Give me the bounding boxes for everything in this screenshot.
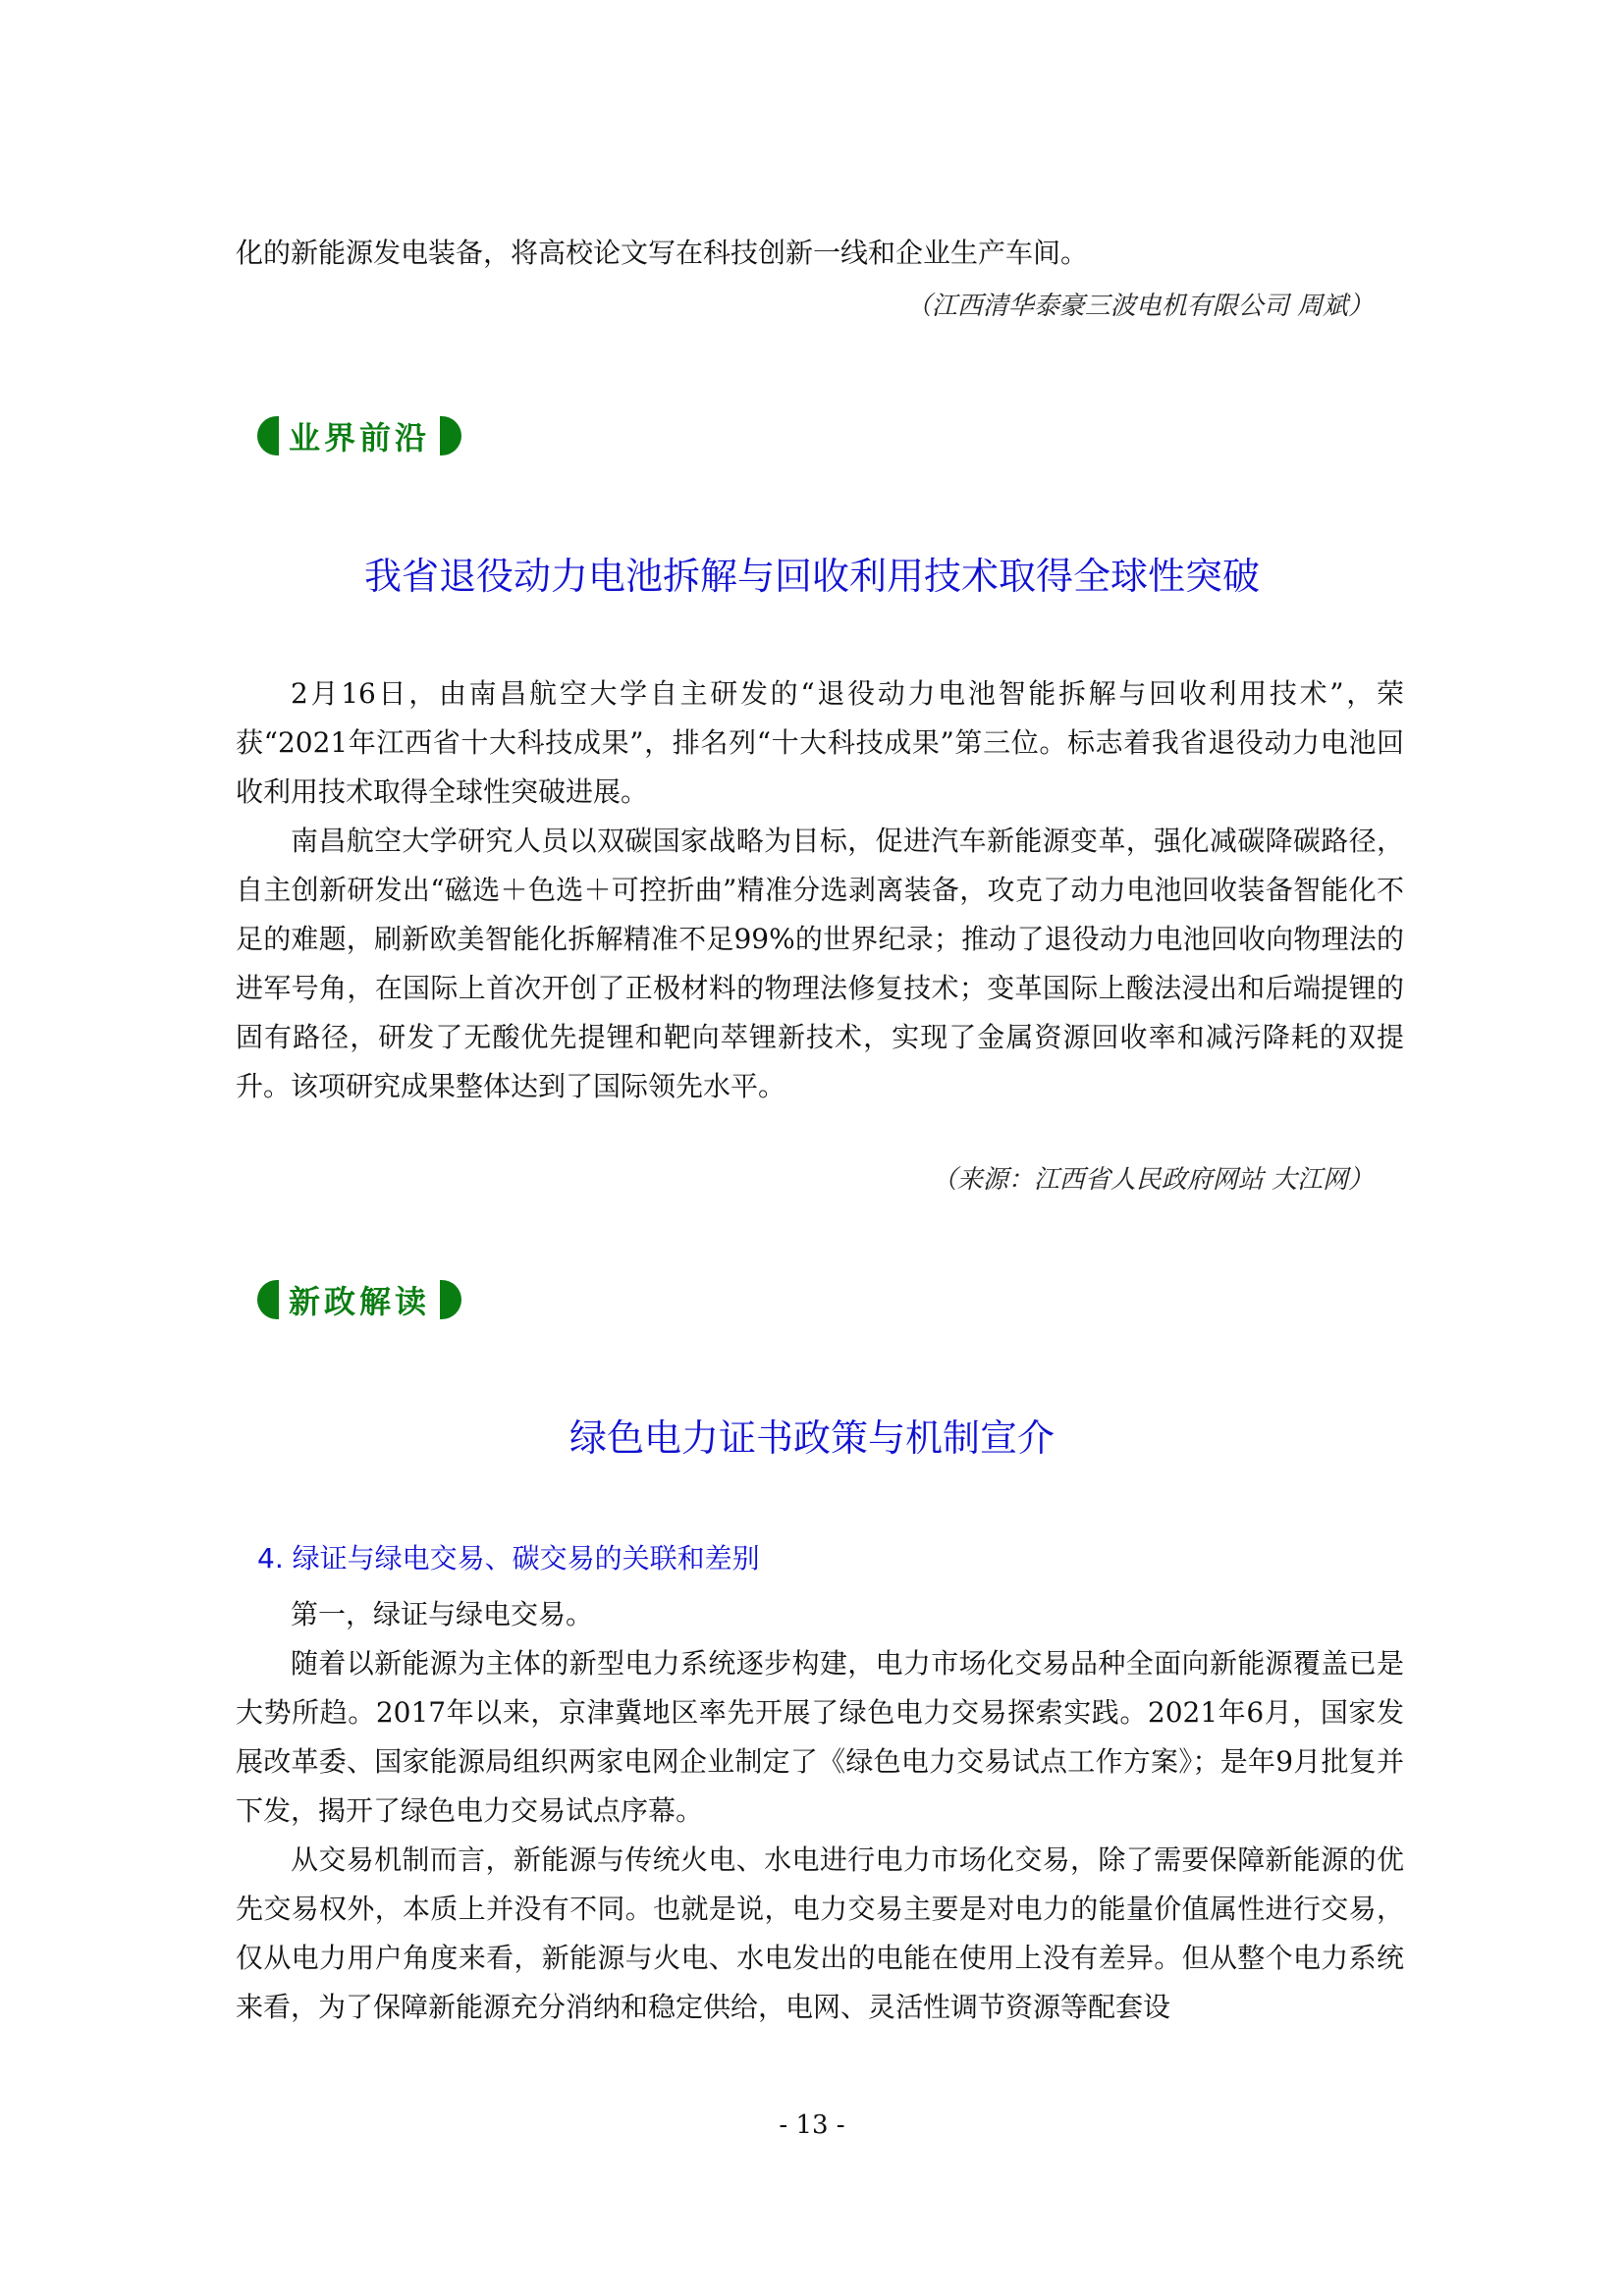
body-text-line: 化的新能源发电装备，将高校论文写在科技创新一线和企业生产车间。: [236, 237, 1089, 269]
article-body: [236, 1590, 1404, 2032]
section-tag-industry-frontier: 业界前沿: [257, 416, 461, 455]
paragraph: 南昌航空大学研究人员以双碳国家战略为目标，促进汽车新能源变革，强化减碳降碳路径，自主创新研发出“磁选＋色选＋可控折曲”精准分选剥离装备，攻克了动力电池回收装备智能化不足的难题，刷新欧美智能化拆解精准不足99%的世界纪录；推动了退役动力电池回收向物理法的进军号角，在国际上首次开创了正极材料的物理法修复技术；变革国际上酸法浸出和后端提锂的固有路径，研发了无酸优先提锂和靶向萃锂新技术，实现了金属资源回收率和减污降耗的双提升。该项研究成果整体达到了国际领先水平。: [236, 825, 1404, 1102]
paragraph: 从交易机制而言，新能源与传统火电、水电进行电力市场化交易，除了需要保障新能源的优先交易权外，本质上并没有不同。也就是说，电力交易主要是对电力的能量价值属性进行交易，仅从电力用户角度来看，新能源与火电、水电发出的电能在使用上没有差异。但从整个电力系统来看，为了保障新能源充分消纳和稳定供给，电网、灵活性调节资源等配套设: [236, 1843, 1404, 2023]
article-title: 绿色电力证书政策与机制宣介: [568, 1416, 1055, 1460]
byline: （江西清华泰豪三波电机有限公司 周斌）: [905, 292, 1374, 321]
article-title: 我省退役动力电池拆解与回收利用技术取得全球性突破: [363, 555, 1260, 598]
page-number: - 13 -: [779, 2110, 845, 2140]
section-tag-policy-reading: 新政解读: [257, 1280, 461, 1319]
article-subtitle: 4. 绿证与绿电交易、碳交易的关联和差别: [257, 1542, 760, 1575]
bracket-right-icon: [440, 1280, 461, 1319]
bracket-left-icon: [257, 1280, 279, 1319]
paragraph: 第一，绿证与绿电交易。: [291, 1598, 594, 1630]
paragraph: 2月16日，由南昌航空大学自主研发的“退役动力电池智能拆解与回收利用技术”，荣获“2021年江西省十大科技成果”，排名列“十大科技成果”第三位。标志着我省退役动力电池回收利用技术取得全球性突破进展。: [236, 677, 1404, 808]
byline: （来源：江西省人民政府网站 大江网）: [931, 1165, 1374, 1195]
article-body: [236, 669, 1404, 1111]
paragraph: 随着以新能源为主体的新型电力系统逐步构建，电力市场化交易品种全面向新能源覆盖已是大势所趋。2017年以来，京津冀地区率先开展了绿色电力交易探索实践。2021年6月，国家发展改革委、国家能源局组织两家电网企业制定了《绿色电力交易试点工作方案》；是年9月批复并下发，揭开了绿色电力交易试点序幕。: [236, 1647, 1404, 1827]
bracket-left-icon: [257, 416, 279, 455]
bracket-right-icon: [440, 416, 461, 455]
